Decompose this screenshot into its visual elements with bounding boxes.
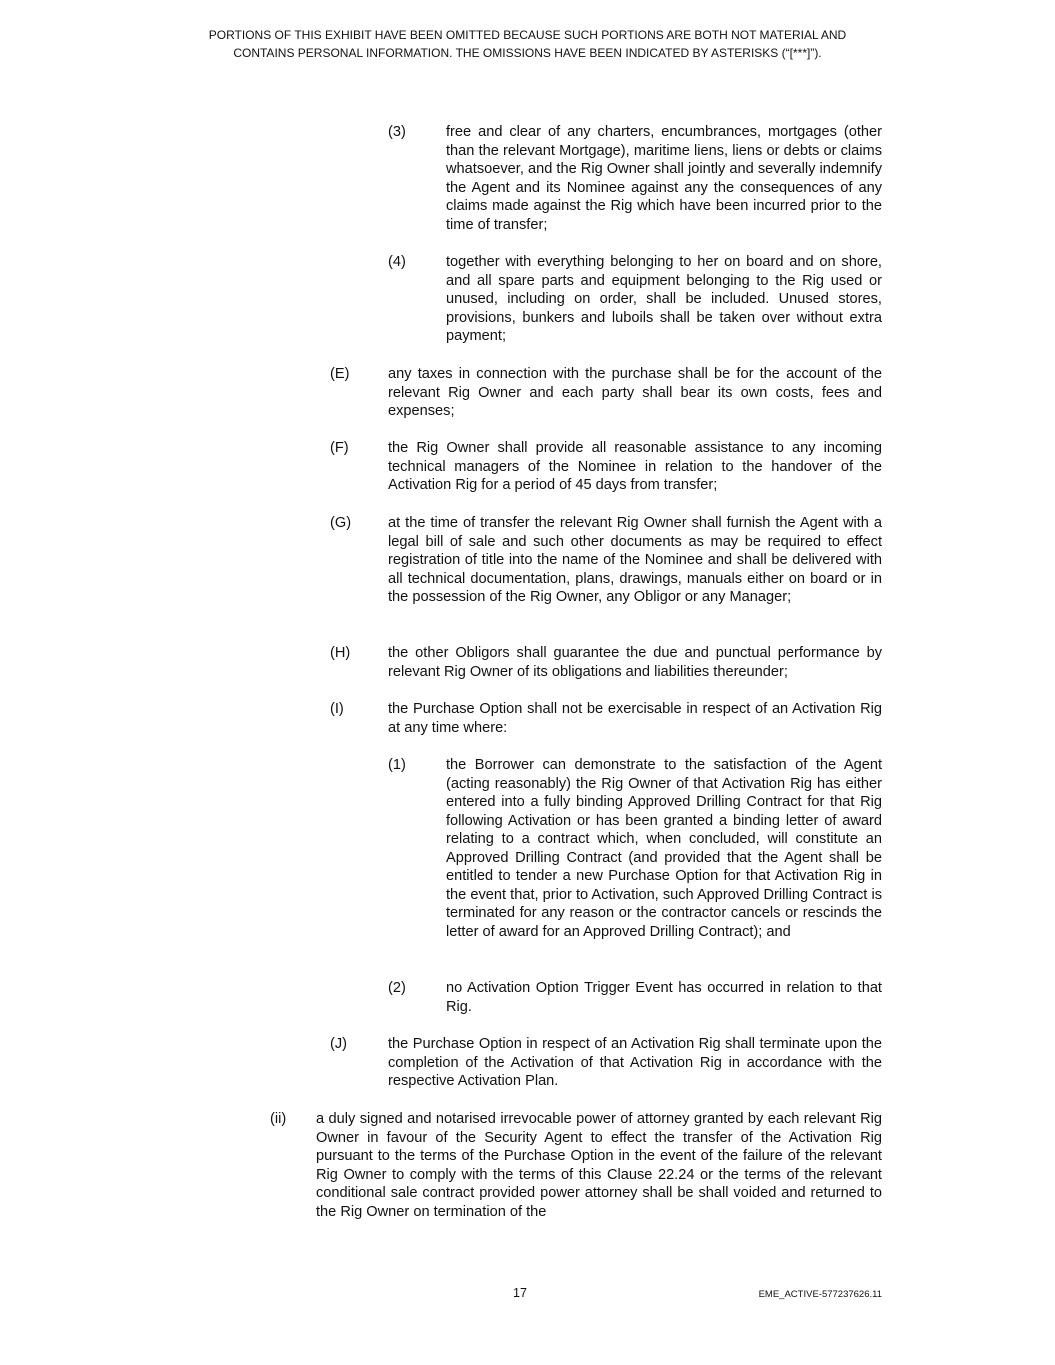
confidentiality-header xyxy=(0,26,1055,62)
clause-label: (F) xyxy=(330,440,349,456)
clause-label: (J) xyxy=(330,1036,348,1052)
page-number: 17 xyxy=(513,1286,527,1300)
clause-label: (G) xyxy=(330,515,352,531)
clause-label: (H) xyxy=(330,645,351,661)
clause-label: (ii) xyxy=(270,1111,287,1127)
clause-label: (4) xyxy=(388,254,406,270)
clause-text: the Borrower can demonstrate to the satisfaction of the Agent (acting reasonably) the Rig Owner of that Activation Rig has either entered into a fully binding Approved Drilling Contract for that Rig following Activation or has been granted a binding letter of award relating to a contract which, when concluded, will constitute an Approved Drilling Contract (and provided that the Agent shall be entitled to tender a new Purchase Option for that Activation Rig in the event that, prior to Activation, such Approved Drilling Contract is terminated for any reason or the contractor cancels or rescinds the letter of award for an Approved Drilling Contract); and xyxy=(446,757,882,940)
clause-text: no Activation Option Trigger Event has occurred in relation to that Rig. xyxy=(446,980,882,1015)
header-line-2: CONTAINS PERSONAL INFORMATION. THE OMISSIONS HAVE BEEN INDICATED BY ASTERISKS (“[***]”). xyxy=(233,46,822,60)
clause-label: (2) xyxy=(388,980,406,996)
clause-label: (1) xyxy=(388,757,406,773)
clause-text: at the time of transfer the relevant Rig Owner shall furnish the Agent with a legal bill of sale and such other documents as may be required to effect registration of title into the name of the Nominee and shall be delivered with all technical documentation, plans, drawings, manuals either on board or in the possession of the Rig Owner, any Obligor or any Manager; xyxy=(388,515,882,605)
clause-text: the other Obligors shall guarantee the due and punctual performance by relevant Rig Owner of its obligations and liabilities thereunder; xyxy=(388,645,882,680)
clause-text: free and clear of any charters, encumbrances, mortgages (other than the relevant Mortgage), maritime liens, liens or debts or claims whatsoever, and the Rig Owner shall jointly and severally indemnify the Agent and its Nominee against any the consequences of any claims made against the Rig which have been incurred prior to the time of transfer; xyxy=(446,124,882,233)
clause-label: (3) xyxy=(388,124,406,140)
clause-label: (E) xyxy=(330,366,350,382)
clause-text: the Purchase Option in respect of an Activation Rig shall terminate upon the completion of the Activation of that Activation Rig in accordance with the respective Activation Plan. xyxy=(388,1036,882,1089)
clause-text: any taxes in connection with the purchase shall be for the account of the relevant Rig Owner and each party shall bear its own costs, fees and expenses; xyxy=(388,366,882,419)
clause-text: the Purchase Option shall not be exercisable in respect of an Activation Rig at any time where: xyxy=(388,701,882,736)
document-reference: EME_ACTIVE-577237626.11 xyxy=(758,1289,882,1300)
header-line-1: PORTIONS OF THIS EXHIBIT HAVE BEEN OMITTED BECAUSE SUCH PORTIONS ARE BOTH NOT MATERIAL AND xyxy=(208,28,847,42)
clause-text: a duly signed and notarised irrevocable power of attorney granted by each relevant Rig Owner in favour of the Security Agent to effect the transfer of the Activation Rig pursuant to the terms of the Purchase Option in the event of the failure of the relevant Rig Owner to comply with the terms of this Clause 22.24 or the terms of the relevant conditional sale contract provided power attorney shall be shall voided and returned to the Rig Owner on termination of the xyxy=(316,1111,882,1220)
clause-text: together with everything belonging to her on board and on shore, and all spare parts and equipment belonging to the Rig used or unused, including on order, shall be included. Unused stores, provisions, bunkers and luboils shall be taken over without extra payment; xyxy=(446,254,882,344)
clause-text: the Rig Owner shall provide all reasonable assistance to any incoming technical managers of the Nominee in relation to the handover of the Activation Rig for a period of 45 days from transfer; xyxy=(388,440,882,493)
clause-label: (I) xyxy=(330,701,344,717)
